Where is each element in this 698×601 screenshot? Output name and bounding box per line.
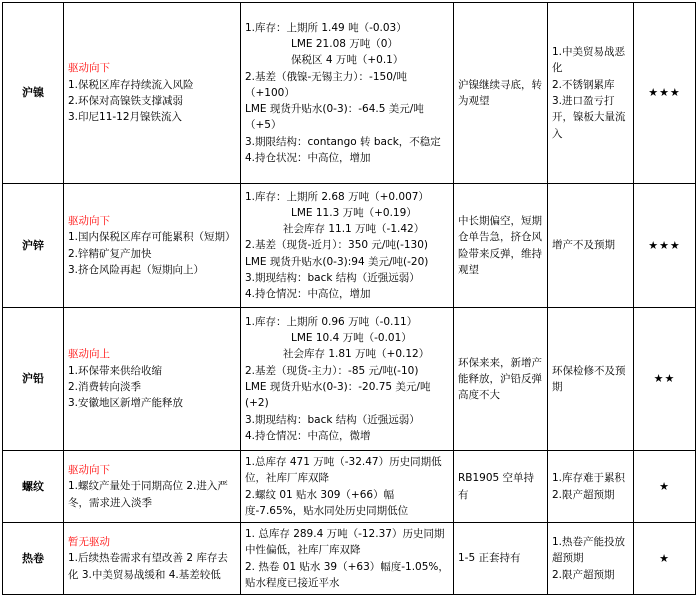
view-cell: 沪镍继续寻底，转为观望 (454, 3, 548, 184)
fundamental-line: 2.基差（现货-近月）：350 元/吨(-130) (245, 239, 428, 252)
fundamental-line: 2.基差（俄镍-无锡主力）：-150/吨（+100） (245, 70, 407, 99)
driver-cell (64, 3, 241, 184)
fundamental-line: 4.持仓情况：中高位，微增 (245, 429, 371, 442)
view-cell: 1-5 正套持有 (454, 523, 548, 595)
driver-item: 2.环保对高镍铁支撑减弱 (68, 95, 184, 107)
fundamental-line: 2. 热卷 01 贴水 39（+63）幅度-1.05%，贴水程度已接近平水 (245, 560, 449, 589)
fundamental-line: 保税区 4 万吨（+0.1） (291, 54, 404, 67)
fundamental-line: LME 现货升贴水(0-3)：-64.5 美元/吨（+5） (245, 103, 424, 132)
commodity-name: 沪铅 (3, 308, 64, 451)
risk-item: 增产不及预期 (552, 239, 615, 252)
risk-item: 1.中美贸易战恶化 (552, 46, 626, 75)
driver-item: 1.保税区库存持续流入风险 (68, 78, 194, 91)
strategy-table (2, 2, 696, 595)
risk-item: 环保检修不及预期 (552, 364, 626, 393)
driver-item: 3.安徽地区新增产能释放 (68, 397, 184, 410)
risk-item: 2.限产超预期 (552, 568, 615, 581)
fundamental-line: 1. 总库存 289.4 万吨（-12.37）历史同期中性偏低，社库厂库双降 (245, 527, 445, 557)
rating-stars: ★ (634, 451, 696, 523)
driver-direction: 驱动向下 (68, 214, 110, 227)
table-row (3, 523, 696, 595)
driver-item: 1.国内保税区库存可能累积（短期） (68, 231, 236, 244)
fundamental-line: 2.螺纹 01 贴水 309（+66）幅度-7.65%，贴水同处历史同期低位 (245, 488, 409, 517)
fundamental-line: 3.期现结构：back 结构（近强远弱） (245, 271, 420, 284)
driver-direction: 驱动向下 (68, 62, 110, 75)
fundamental-line: 1.库存：上期所 0.96 万吨（-0.11） (245, 315, 418, 328)
fundamental-line: LME 现货升贴水(0-3):94 美元/吨(-20) (245, 255, 429, 268)
risk-item: 1.库存难于累积 (552, 472, 626, 485)
fundamentals-cell (241, 3, 454, 184)
table-row (3, 3, 696, 184)
table-row (3, 308, 696, 451)
risk-item: 1.热卷产能投放超预期 (552, 536, 626, 565)
fundamental-line: LME 现货升贴水(0-3)：-20.75 美元/吨(+2) (245, 381, 431, 410)
driver-item: 3.印尼11-12月镍铁流入 (68, 111, 183, 124)
fundamental-line: 3.期限结构：contango 转 back，不稳定 (245, 135, 441, 148)
rating-stars: ★★★ (634, 184, 696, 308)
fundamental-line: 3.期现结构：back 结构（近强远弱） (245, 413, 420, 426)
risk-item: 2.不锈钢累库 (552, 78, 615, 91)
risk-item: 3.进口盈亏打开，镍板大量流入 (552, 95, 626, 140)
driver-item: 1.环保带来供给收缩 (68, 364, 163, 377)
driver-direction: 暂无驱动 (68, 536, 110, 549)
driver-item: 2.锌精矿复产加快 (68, 247, 152, 260)
driver-direction: 驱动向上 (68, 348, 110, 361)
rating-stars: ★ (634, 523, 696, 595)
commodity-name: 沪锌 (3, 184, 64, 308)
commodity-name: 沪镍 (3, 3, 64, 184)
fundamental-line: 社会库存 11.1 万吨（-1.42） (283, 223, 425, 236)
view-cell: 中长期偏空，短期仓单告急，挤仓风险带来反弹，维持观望 (454, 184, 548, 308)
fundamental-line: 4.持仓状况：中高位，增加 (245, 151, 371, 164)
driver-cell (64, 451, 241, 523)
driver-cell (64, 523, 241, 595)
fundamental-line: LME 21.08 万吨（0） (291, 38, 398, 51)
risk-cell (548, 184, 634, 308)
commodity-name: 螺纹 (3, 451, 64, 523)
fundamental-line: LME 10.4 万吨（-0.01） (291, 332, 412, 345)
fundamentals-cell (241, 308, 454, 451)
fundamental-line: 社会库存 1.81 万吨（+0.12） (283, 348, 430, 361)
driver-cell (64, 308, 241, 451)
rating-stars: ★★★ (634, 3, 696, 184)
driver-item: 3.挤仓风险再起（短期向上） (68, 263, 205, 276)
fundamental-line: 1.库存：上期所 2.68 万吨（+0.007） (245, 190, 429, 203)
driver-item: 2.消费转向淡季 (68, 381, 142, 393)
risk-item: 2.限产超预期 (552, 488, 615, 501)
fundamental-line: LME 11.3 万吨（+0.19） (291, 206, 417, 219)
fundamental-line: 2.基差（现货-主力）：-85 元/吨(-10) (245, 364, 419, 377)
driver-direction: 驱动向下 (68, 464, 110, 477)
risk-cell (548, 523, 634, 595)
fundamental-line: 4.持仓情况：中高位，增加 (245, 288, 371, 301)
risk-cell (548, 308, 634, 451)
view-cell: 环保来来，新增产能释放，沪铅反弹高度不大 (454, 308, 548, 451)
rating-stars: ★★ (634, 308, 696, 451)
table-row (3, 451, 696, 523)
fundamentals-cell (241, 523, 454, 595)
driver-item: 1.螺纹产量处于同期高位 2.进入严冬，需求进入淡季 (68, 480, 228, 509)
risk-cell (548, 451, 634, 523)
driver-cell (64, 184, 241, 308)
fundamental-line: 1.库存：上期所 1.49 吨（-0.03） (245, 21, 407, 34)
risk-cell (548, 3, 634, 184)
fundamentals-cell (241, 184, 454, 308)
fundamental-line: 1.总库存 471 万吨（-32.47）历史同期低位，社库厂库双降 (245, 455, 442, 485)
table-row (3, 184, 696, 308)
driver-item: 1.后续热卷需求有望改善 2 库存去化 3.中美贸易战缓和 4.基差较低 (68, 552, 228, 581)
view-cell: RB1905 空单持有 (454, 451, 548, 523)
commodity-name: 热卷 (3, 523, 64, 595)
fundamentals-cell (241, 451, 454, 523)
